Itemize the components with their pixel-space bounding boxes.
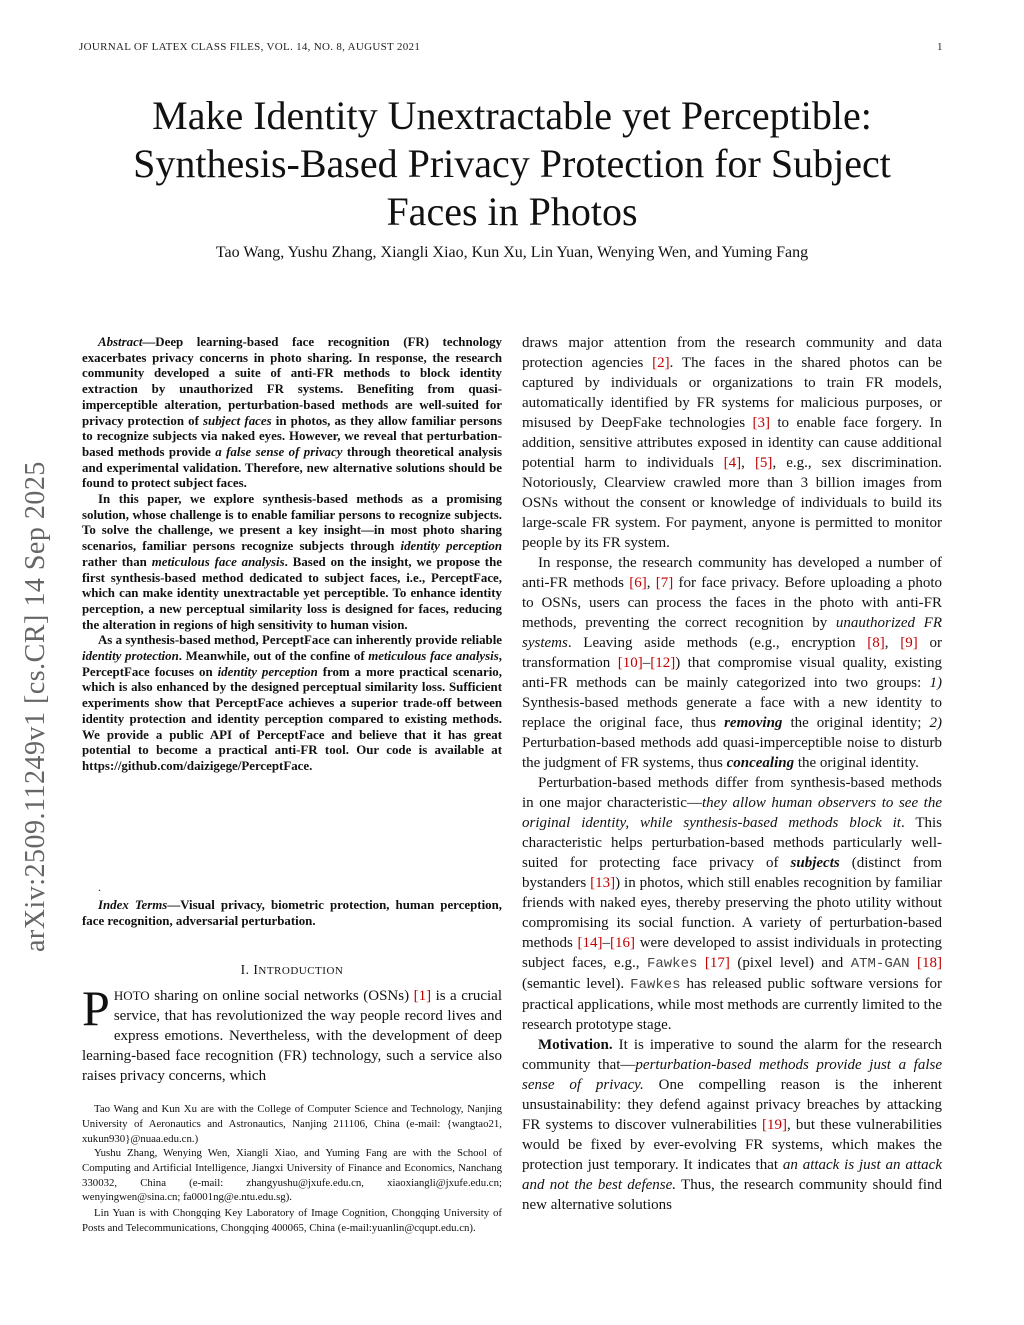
paper-title: Make Identity Unextractable yet Perceptible: Synthesis-Based Privacy Protection for Subject Faces in Photos <box>133 93 891 234</box>
index-terms-label: Index Terms <box>98 898 168 912</box>
page-number: 1 <box>937 41 943 53</box>
separator-dot: . <box>98 880 101 894</box>
citation-link[interactable]: [12] <box>650 655 676 671</box>
citation-link[interactable]: [19] <box>761 1117 787 1133</box>
introduction-paragraph: PHOTO sharing on online social networks (OSNs) [1] is a crucial service, that has revolutionized the way people record lives and express emotions. Nevertheless, with the development of deep learning-based face recognition (FR) technology, such a service also raises privacy concerns, which <box>82 980 503 1084</box>
citation-link[interactable]: [14] <box>577 935 603 951</box>
citation-link[interactable]: [4] <box>723 455 742 471</box>
arxiv-identifier: arXiv:2509.11249v1 [cs.CR] 14 Sep 2025 <box>20 461 51 952</box>
citation-link[interactable]: [9] <box>900 635 918 651</box>
footnote-affiliation: Lin Yuan is with Chongqing Key Laboratory of Image Cognition, Chongqing University of Posts and Telecommunications, Chongqing 400065, China (e-mail:yuanlin@cqupt.edu.cn). <box>82 1207 502 1234</box>
body-paragraph: Motivation. It is imperative to sound the alarm for the research community that—perturbation-based methods provide just a false sense of privacy. One compelling reason is the inherent unsustainability: they defend against privacy breaches by attacking FR systems to discover vulnerabilities [19], but these vulnerabilities would be fixed by ever-evolving FR systems, which makes the protection just temporary. It indicates that an attack is just an attack and not the best defense. Thus, the research community should find new alternative solutions <box>522 1037 942 1213</box>
footnote-affiliation: Tao Wang and Kun Xu are with the College of Computer Science and Technology, Nanjing University of Aeronautics and Astronautics, Nanjing 211106, China (e-mail: {wangtao21, xukun930}@nuaa.edu.cn.) <box>82 1103 502 1145</box>
citation-link[interactable]: [8] <box>867 635 885 651</box>
citation-link[interactable]: [2] <box>652 355 670 371</box>
citation-link[interactable]: [7] <box>655 575 674 591</box>
drop-cap: P <box>82 980 110 1036</box>
citation-link[interactable]: [18] <box>917 955 943 971</box>
index-terms: Index Terms—Visual privacy, biometric protection, human perception, face recognition, adversarial perturbation. <box>82 898 502 928</box>
body-paragraph: draws major attention from the research community and data protection agencies [2]. The faces in the shared photos can be captured by individuals or organizations to train FR models, automatically identified by FR systems for malicious purposes, or misused by DeepFake technologies [3] to enable face forgery. In addition, sensitive attributes exposed in identity can cause additional potential harm to individuals [4], [5], e.g., sex discrimination. Notoriously, Clearview crawled more than 3 billion images from OSNs without the consent or knowledge of individuals to build its large-scale FR system. For payment, anyone is permitted to monitor people by its FR system. <box>522 335 943 551</box>
citation-link[interactable]: [3] <box>752 415 770 431</box>
running-header: JOURNAL OF LATEX CLASS FILES, VOL. 14, NO. 8, AUGUST 2021 <box>79 41 421 53</box>
motivation-label: Motivation. <box>538 1037 613 1053</box>
citation-link[interactable]: [1] <box>413 988 432 1004</box>
abstract <box>82 335 502 775</box>
citation-link[interactable]: [13] <box>590 875 616 891</box>
abstract-paragraph: In this paper, we explore synthesis-based methods as a promising solution, whose challenge is to enable familiar persons to recognize subjects. To solve the challenge, we present a key insight—in most photo sharing scenarios, familiar persons recognize subjects through identity perception rather than meticulous face analysis. Based on the insight, we propose the first synthesis-based method dedicated to subject faces, i.e., PerceptFace, which can make identity unextractable yet perceptible. To enhance identity perception, a new perceptual similarity loss is designed for faces, reducing the alteration in regions of high sensitivity to human vision. <box>82 492 502 632</box>
section-heading: I. INTRODUCTION <box>240 962 344 977</box>
footnote-affiliation: Yushu Zhang, Wenying Wen, Xiangli Xiao, and Yuming Fang are with the School of Computing and Artificial Intelligence, Jiangxi University of Finance and Economics, Nanchang 330032, China (e-mail: zhangyushu@jxufe.edu.cn, xiaoxiangli@jxufe.edu.cn; wenyingwen@sina.cn; fa0001ng@e.ntu.edu.sg). <box>82 1147 502 1204</box>
body-paragraph: In response, the research community has developed a number of anti-FR methods [6], [7] for face privacy. Before uploading a photo to OSNs, users can process the faces in the photo with anti-FR methods, preventing the correct recognition by unauthorized FR systems. Leaving aside methods (e.g., encryption [8], [9] or transformation [10]–[12]) that compromise visual quality, existing anti-FR methods can be mainly categorized into two groups: 1) Synthesis-based methods generate a face with a new identity to replace the original face, thus removing the original identity; 2) Perturbation-based methods add quasi-imperceptible noise to disturb the judgment of FR systems, thus concealing the original identity. <box>522 555 943 771</box>
citation-link[interactable]: [6] <box>629 575 647 591</box>
citation-link[interactable]: [5] <box>754 455 773 471</box>
citation-link[interactable]: [10] <box>617 655 643 671</box>
right-column <box>522 333 942 1215</box>
citation-link[interactable]: [16] <box>610 935 636 951</box>
abstract-paragraph: As a synthesis-based method, PerceptFace can inherently provide reliable identity protection. Meanwhile, out of the confine of meticulous face analysis, PerceptFace focuses on identity perception from a more practical scenario, which is also enhanced by the designed perceptual similarity loss. Sufficient experiments show that PerceptFace achieves a superior trade-off between identity protection and identity perception compared to existing methods. We provide a public API of PerceptFace and believe that it has great potential to become a practical anti-FR tool. Our code is available at https://github.com/daizigege/PerceptFace. <box>82 633 502 773</box>
abstract-label: Abstract <box>98 335 143 349</box>
citation-link[interactable]: [17] <box>704 955 730 971</box>
abstract-paragraph: Abstract—Deep learning-based face recognition (FR) technology exacerbates privacy concerns in photo sharing. In response, the research community developed a suite of anti-FR methods to block identity extraction by unauthorized FR systems. Benefiting from quasi-imperceptible alteration, perturbation-based methods are well-suited for privacy protection of subject faces in photos, as they allow familiar persons to recognize subjects via naked eyes. However, we reveal that perturbation-based methods provide a false sense of privacy through theoretical analysis and experimental validation. Therefore, new alternative solutions should be found to protect subject faces. <box>82 335 502 491</box>
author-list: Tao Wang, Yushu Zhang, Xiangli Xiao, Kun Xu, Lin Yuan, Wenying Wen, and Yuming Fang <box>215 244 809 261</box>
body-paragraph: Perturbation-based methods differ from synthesis-based methods in one major characteristic—they allow human observers to see the original identity, while synthesis-based methods block it. This characteristic helps perturbation-based methods particularly well-suited for protecting face privacy of subjects (distinct from bystanders [13]) in photos, which still enables recognition by familiar friends with naked eyes, thereby preserving the photo utility without compromising its social function. A variety of perturbation-based methods [14]–[16] were developed to assist individuals in protecting subject faces, e.g., Fawkes [17] (pixel level) and ATM-GAN [18] (semantic level). Fawkes has released public software versions for practical applications, while most methods are currently limited to the research prototype stage. <box>522 775 943 1033</box>
